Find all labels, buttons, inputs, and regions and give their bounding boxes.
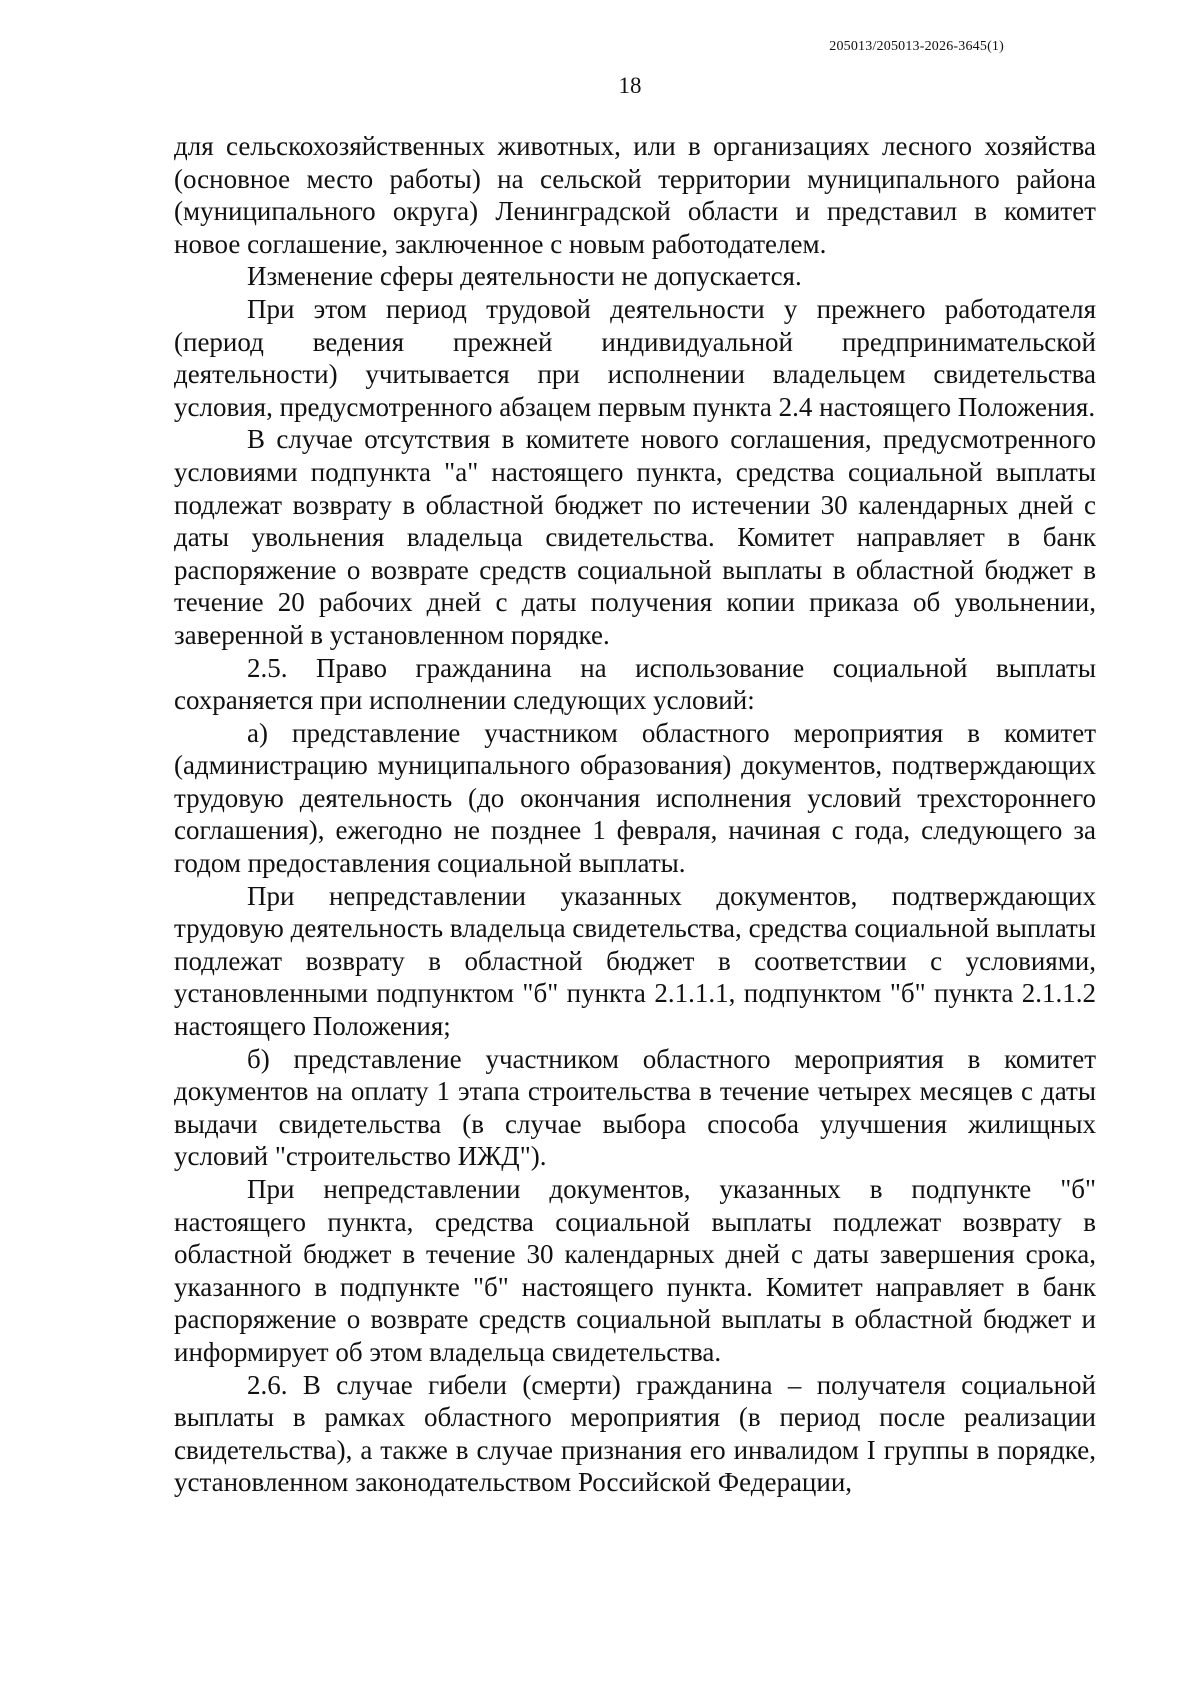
- paragraph-no-new-agreement: В случае отсутствия в комитете нового соглашения, предусмотренного условиями подпункта "а" настоящего пункта, средства социальной выплаты подлежат возврату в областной бюджет по истечении 30 календарных дней с даты увольнения владельца свидетельства. Комитет направляет в банк распоряжение о возврате средств социальной выплаты в областной бюджет в течение 20 рабочих дней с даты получения копии приказа об увольнении, заверенной в установленном порядке.: [174, 424, 1096, 650]
- paragraph-section-2-6: 2.6. В случае гибели (смерти) гражданина – получателя социальной выплаты в рамках областного мероприятия (в период после реализации свидетельства), а также в случае признания его инвалидом I группы в порядке, установленном законодательством Российской Федерации,: [174, 1369, 1096, 1498]
- document-id: 205013/205013-2026-3645(1): [829, 39, 1004, 54]
- paragraph-condition-a-failure: При непредставлении указанных документов, подтверждающих трудовую деятельность владельца свидетельства, средства социальной выплаты подлежат возврату в областной бюджет в соответствии с условиями, установленными подпунктом "б" пункта 2.1.1.1, подпунктом "б" пункта 2.1.1.2 настоящего Положения;: [174, 880, 1096, 1042]
- body-text: [174, 130, 1096, 1499]
- paragraph-condition-b: б) представление участником областного мероприятия в комитет документов на оплату 1 этапа строительства в течение четырех месяцев с даты выдачи свидетельства (в случае выбора способа улучшения жилищных условий "строительство ИЖД").: [174, 1043, 1096, 1172]
- paragraph-scope-change: Изменение сферы деятельности не допускается.: [247, 261, 802, 292]
- page-number: 18: [618, 73, 642, 98]
- paragraph-condition-b-failure: При непредставлении документов, указанных в подпункте "б" настоящего пункта, средства социальной выплаты подлежат возврату в областной бюджет в течение 30 календарных дней с даты завершения срока, указанного в подпункте "б" настоящего пункта. Комитет направляет в банк распоряжение о возврате средств социальной выплаты в областной бюджет и информирует об этом владельца свидетельства.: [174, 1174, 1096, 1367]
- paragraph-condition-a: а) представление участником областного мероприятия в комитет (администрацию муниципального образования) документов, подтверждающих трудовую деятельность (до окончания исполнения условий трехстороннего соглашения), ежегодно не позднее 1 февраля, начиная с года, следующего за годом предоставления социальной выплаты.: [174, 717, 1096, 879]
- paragraph-previous-employment: При этом период трудовой деятельности у прежнего работодателя (период ведения прежней индивидуальной предпринимательской деятельности) учитывается при исполнении владельцем свидетельства условия, предусмотренного абзацем первым пункта 2.4 настоящего Положения.: [174, 293, 1096, 422]
- paragraph-section-2-5: 2.5. Право гражданина на использование социальной выплаты сохраняется при исполнении следующих условий:: [174, 652, 1096, 716]
- paragraph-continuation: для сельскохозяйственных животных, или в организациях лесного хозяйства (основное место работы) на сельской территории муниципального района (муниципального округа) Ленинградской области и представил в комитет новое соглашение, заключенное с новым работодателем.: [174, 131, 1096, 259]
